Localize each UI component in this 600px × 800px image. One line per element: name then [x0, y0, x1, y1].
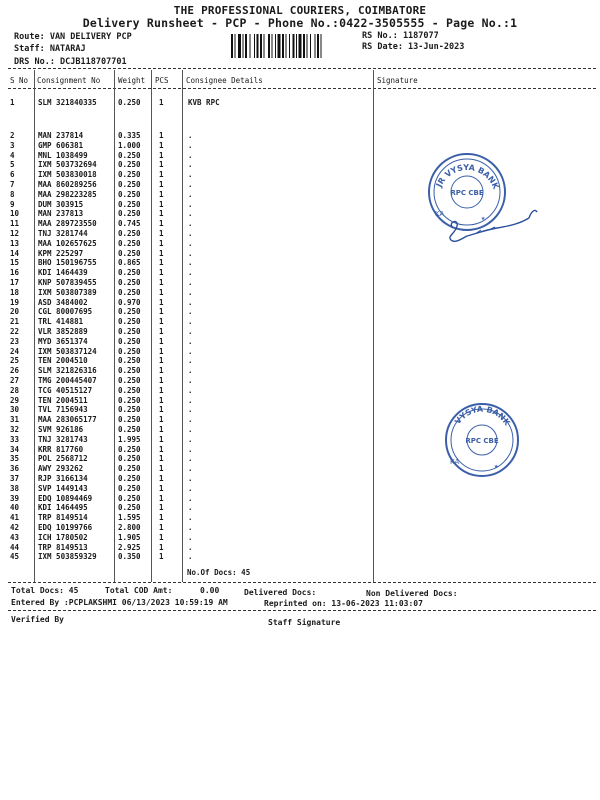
row-consignment-no: KDI 1464495 — [38, 503, 88, 513]
row-consignment-no: IXM 503837124 — [38, 346, 97, 356]
row-consignee: . — [188, 376, 193, 385]
row-pcs: 1 — [159, 523, 164, 532]
row-consignee: . — [188, 248, 193, 258]
row-consignment-no: POL 2568712 — [38, 454, 88, 464]
row-consignee: . — [188, 307, 193, 317]
row-weight: 0.250 — [118, 366, 141, 376]
row-consignee: . — [188, 503, 193, 513]
row-weight: 0.970 — [118, 297, 141, 307]
row-pcs: 1 — [159, 297, 164, 307]
row-weight: 0.250 — [118, 493, 141, 503]
row-pcs: 1 — [159, 98, 164, 107]
row-weight: 0.250 — [118, 307, 141, 317]
row-pcs: 1 — [159, 503, 164, 513]
row-pcs: 1 — [159, 385, 164, 395]
row-sno: 15 — [10, 258, 20, 268]
row-consignee: . — [188, 258, 193, 268]
row-sno: 32 — [10, 425, 20, 434]
entered-by: Entered By :PCPLAKSHMI 06/13/2023 10:59:19 AM — [11, 598, 228, 607]
row-weight: 0.250 — [118, 248, 141, 258]
runsheet-subtitle: Delivery Runsheet - PCP - Phone No.:0422-3505555 - Page No.:1 — [82, 16, 518, 30]
row-consignment-no: MAN 237814 — [38, 131, 84, 140]
row-consignee: . — [188, 385, 193, 395]
table-row — [0, 307, 600, 317]
row-sno: 16 — [10, 268, 20, 278]
row-pcs: 1 — [159, 542, 164, 552]
row-consignee: . — [188, 140, 193, 150]
row-consignee: . — [188, 415, 193, 425]
row-consignment-no: GMP 606381 — [38, 140, 84, 150]
row-consignee: . — [188, 474, 193, 483]
row-weight: 0.250 — [118, 170, 141, 180]
row-weight: 0.250 — [118, 376, 141, 385]
row-pcs: 1 — [159, 248, 164, 258]
row-pcs: 1 — [159, 454, 164, 464]
row-pcs: 1 — [159, 317, 164, 327]
row-consignment-no: TNJ 3281744 — [38, 229, 88, 238]
row-consignment-no: SVP 1449143 — [38, 483, 88, 493]
row-pcs: 1 — [159, 278, 164, 287]
row-consignment-no: MAA 860289256 — [38, 180, 97, 189]
row-pcs: 1 — [159, 180, 164, 189]
row-sno: 2 — [10, 131, 15, 140]
table-row — [0, 249, 600, 259]
table-row — [0, 180, 600, 190]
svg-text:★: ★ — [481, 214, 486, 222]
row-consignee: . — [188, 327, 193, 336]
row-sno: 8 — [10, 189, 15, 199]
row-consignment-no: MYD 3651374 — [38, 336, 88, 346]
row-consignee: . — [188, 454, 193, 464]
row-weight: 0.865 — [118, 258, 141, 268]
non-delivered-docs: Non Delivered Docs: — [366, 589, 458, 598]
row-sno: 37 — [10, 474, 20, 483]
verified-by: Verified By — [11, 615, 64, 624]
row-consignee: . — [188, 238, 193, 248]
row-sno: 9 — [10, 199, 15, 209]
row-consignment-no: MAA 102657625 — [38, 238, 97, 248]
row-pcs: 1 — [159, 415, 164, 425]
row-pcs: 1 — [159, 552, 164, 562]
row-consignee: . — [188, 297, 193, 307]
row-consignee: . — [188, 199, 193, 209]
reprinted-on: Reprinted on: 13-06-2023 11:03:07 — [264, 599, 423, 608]
table-row — [0, 376, 600, 386]
row-pcs: 1 — [159, 170, 164, 180]
row-consignment-no: MAN 237813 — [38, 209, 84, 219]
row-sno: 13 — [10, 238, 20, 248]
row-consignee: KVB RPC — [188, 98, 220, 107]
row-weight: 0.250 — [118, 464, 141, 474]
stamp-1-center: RPC CBE — [450, 189, 484, 197]
row-consignee: . — [188, 346, 193, 356]
row-weight: 0.250 — [118, 199, 141, 209]
row-consignee: . — [188, 317, 193, 327]
table-row — [0, 543, 600, 553]
row-weight: 0.250 — [118, 385, 141, 395]
row-consignee: . — [188, 209, 193, 219]
table-row — [0, 141, 600, 151]
row-sno: 25 — [10, 356, 20, 366]
row-sno: 3 — [10, 140, 15, 150]
table-row — [0, 131, 600, 141]
handwritten-signature — [445, 200, 545, 250]
row-sno: 39 — [10, 493, 20, 503]
row-consignee: . — [188, 523, 193, 532]
row-pcs: 1 — [159, 376, 164, 385]
row-consignment-no: VLR 3852889 — [38, 327, 88, 336]
table-row — [0, 523, 600, 533]
row-consignment-no: EDQ 10199766 — [38, 523, 93, 532]
row-sno: 28 — [10, 385, 20, 395]
row-pcs: 1 — [159, 307, 164, 317]
row-weight: 0.250 — [118, 454, 141, 464]
row-sno: 45 — [10, 552, 20, 562]
row-sno: 38 — [10, 483, 20, 493]
row-consignee: . — [188, 160, 193, 170]
row-sno: 44 — [10, 542, 20, 552]
row-weight: 1.995 — [118, 434, 141, 444]
col-sno-header: S No — [10, 76, 29, 85]
row-sno: 12 — [10, 229, 20, 238]
row-sno: 17 — [10, 278, 20, 287]
table-row — [0, 503, 600, 513]
bank-stamp-2 — [442, 400, 522, 480]
row-weight: 0.250 — [118, 444, 141, 454]
row-consignment-no: SLM 321826316 — [38, 366, 97, 376]
drs-number: DRS No.: DCJB118707701 — [14, 57, 127, 67]
row-consignment-no: IXM 503732694 — [38, 160, 97, 170]
row-sno: 35 — [10, 454, 20, 464]
row-pcs: 1 — [159, 395, 164, 405]
row-sno: 5 — [10, 160, 15, 170]
row-consignee: . — [188, 532, 193, 542]
row-consignment-no: IXM 503830018 — [38, 170, 97, 180]
total-cod-value: 0.00 — [200, 586, 220, 595]
row-pcs: 1 — [159, 238, 164, 248]
row-consignment-no: KPM 225297 — [38, 248, 84, 258]
row-consignment-no: TEN 2004510 — [38, 356, 88, 366]
row-weight: 0.250 — [118, 180, 141, 189]
col-weight-header: Weight — [118, 76, 146, 85]
route-label: Route: VAN DELIVERY PCP — [14, 32, 132, 42]
row-consignment-no: TRP 8149513 — [38, 542, 88, 552]
row-pcs: 1 — [159, 356, 164, 366]
row-consignee: . — [188, 425, 193, 434]
row-sno: 23 — [10, 336, 20, 346]
row-sno: 1 — [10, 98, 15, 107]
row-consignment-no: ASD 3484002 — [38, 297, 88, 307]
row-consignee: . — [188, 268, 193, 278]
row-consignment-no: TRP 8149514 — [38, 513, 88, 523]
row-consignment-no: DUM 303915 — [38, 199, 84, 209]
row-pcs: 1 — [159, 474, 164, 483]
row-weight: 0.250 — [118, 189, 141, 199]
svg-text:★: ★ — [494, 462, 499, 470]
row-weight: 0.250 — [118, 405, 141, 415]
row-sno: 22 — [10, 327, 20, 336]
row-pcs: 1 — [159, 483, 164, 493]
row-sno: 11 — [10, 219, 20, 229]
table-row — [0, 366, 600, 376]
row-weight: 0.250 — [118, 395, 141, 405]
row-sno: 10 — [10, 209, 20, 219]
row-consignment-no: EDQ 10894469 — [38, 493, 93, 503]
row-consignee: . — [188, 278, 193, 287]
row-consignment-no: KRR 817760 — [38, 444, 84, 454]
row-sno: 4 — [10, 150, 15, 160]
row-sno: 20 — [10, 307, 20, 317]
row-consignment-no: MAA 283065177 — [38, 415, 97, 425]
row-pcs: 1 — [159, 532, 164, 542]
row-consignment-no: SLM 321840335 — [38, 98, 97, 107]
table-row — [0, 278, 600, 288]
row-consignee: . — [188, 356, 193, 366]
stamp-2-bank-name: VYSYA BANK — [453, 404, 512, 428]
row-consignee: . — [188, 434, 193, 444]
row-sno: 27 — [10, 376, 20, 385]
row-consignee: . — [188, 493, 193, 503]
row-consignee: . — [188, 229, 193, 238]
row-consignment-no: MAA 289723550 — [38, 219, 97, 229]
row-consignment-no: RJP 3166134 — [38, 474, 88, 483]
row-pcs: 1 — [159, 405, 164, 415]
row-sno: 33 — [10, 434, 20, 444]
row-pcs: 1 — [159, 199, 164, 209]
table-row — [0, 190, 600, 200]
row-pcs: 1 — [159, 131, 164, 140]
row-weight: 0.250 — [118, 287, 141, 297]
row-pcs: 1 — [159, 160, 164, 170]
row-weight: 0.250 — [118, 238, 141, 248]
row-weight: 0.250 — [118, 356, 141, 366]
staff-label: Staff: NATARAJ — [14, 44, 86, 54]
row-weight: 0.250 — [118, 346, 141, 356]
table-row — [0, 98, 600, 108]
row-weight: 1.905 — [118, 532, 141, 542]
table-row — [0, 151, 600, 161]
row-weight: 0.250 — [118, 160, 141, 170]
row-weight: 0.250 — [118, 503, 141, 513]
row-pcs: 1 — [159, 268, 164, 278]
row-pcs: 1 — [159, 493, 164, 503]
staff-signature: Staff Signature — [268, 618, 341, 627]
row-pcs: 1 — [159, 513, 164, 523]
row-consignment-no: MAA 298223285 — [38, 189, 97, 199]
row-weight: 0.250 — [118, 327, 141, 336]
table-row — [0, 298, 600, 308]
row-pcs: 1 — [159, 464, 164, 474]
row-sno: 36 — [10, 464, 20, 474]
table-row — [0, 160, 600, 170]
row-sno: 42 — [10, 523, 20, 532]
table-row — [0, 552, 600, 562]
row-consignee: . — [188, 219, 193, 229]
row-pcs: 1 — [159, 140, 164, 150]
table-row — [0, 356, 600, 366]
footer-divider-2 — [8, 610, 596, 611]
row-consignee: . — [188, 131, 193, 140]
row-weight: 0.335 — [118, 131, 141, 140]
row-weight: 0.250 — [118, 415, 141, 425]
row-consignee: . — [188, 189, 193, 199]
row-consignee: . — [188, 180, 193, 189]
rs-number: RS No.: 1187077 — [362, 31, 439, 41]
row-weight: 0.250 — [118, 150, 141, 160]
row-sno: 18 — [10, 287, 20, 297]
table-row — [0, 327, 600, 337]
table-row — [0, 288, 600, 298]
table-row — [0, 317, 600, 327]
row-consignee: . — [188, 464, 193, 474]
row-sno: 24 — [10, 346, 20, 356]
row-sno: 19 — [10, 297, 20, 307]
row-weight: 0.250 — [118, 336, 141, 346]
row-pcs: 1 — [159, 150, 164, 160]
table-row — [0, 513, 600, 523]
col-consignee-header: Consignee Details — [186, 76, 263, 85]
row-weight: 2.925 — [118, 542, 141, 552]
row-consignment-no: KNP 507839455 — [38, 278, 97, 287]
row-pcs: 1 — [159, 327, 164, 336]
stamp-2-center: RPC CBE — [465, 437, 499, 445]
row-consignee: . — [188, 513, 193, 523]
row-consignment-no: TRL 414881 — [38, 317, 84, 327]
col-signature-header: Signature — [377, 76, 418, 85]
row-consignee: . — [188, 444, 193, 454]
total-docs: Total Docs: 45 — [11, 586, 79, 595]
row-weight: 0.250 — [118, 483, 141, 493]
row-consignee: . — [188, 287, 193, 297]
svg-text:JR VYSYA BANK — [434, 163, 501, 191]
row-weight: 0.250 — [118, 229, 141, 238]
row-consignee: . — [188, 483, 193, 493]
row-sno: 7 — [10, 180, 15, 189]
barcode — [231, 34, 355, 58]
row-weight: 0.250 — [118, 209, 141, 219]
stamp-1-bank-name: JR VYSYA BANK — [434, 162, 501, 191]
row-consignment-no: TEN 2004511 — [38, 395, 88, 405]
stamp-1-side: KA — [435, 210, 445, 218]
row-consignee: . — [188, 366, 193, 376]
row-pcs: 1 — [159, 258, 164, 268]
row-sno: 30 — [10, 405, 20, 415]
stamp-2-side: KA — [450, 458, 460, 466]
row-sno: 31 — [10, 415, 20, 425]
row-weight: 0.745 — [118, 219, 141, 229]
no-of-docs: No.Of Docs: 45 — [187, 568, 251, 577]
row-weight: 0.250 — [118, 278, 141, 287]
row-sno: 40 — [10, 503, 20, 513]
row-consignment-no: AWY 293262 — [38, 464, 84, 474]
header-divider — [8, 68, 596, 69]
row-weight: 0.350 — [118, 552, 141, 562]
row-pcs: 1 — [159, 209, 164, 219]
row-pcs: 1 — [159, 229, 164, 238]
col-pcs-header: PCS — [155, 76, 169, 85]
table-row — [0, 386, 600, 396]
row-weight: 1.595 — [118, 513, 141, 523]
table-row — [0, 494, 600, 504]
table-row — [0, 484, 600, 494]
row-pcs: 1 — [159, 219, 164, 229]
row-consignment-no: ICH 1780502 — [38, 532, 88, 542]
row-pcs: 1 — [159, 287, 164, 297]
row-sno: 41 — [10, 513, 20, 523]
row-weight: 0.250 — [118, 268, 141, 278]
row-consignment-no: TMG 200445407 — [38, 376, 97, 385]
col-consignment-header: Consignment No — [37, 76, 101, 85]
row-consignee: . — [188, 405, 193, 415]
row-pcs: 1 — [159, 425, 164, 434]
row-consignment-no: TVL 7156943 — [38, 405, 88, 415]
row-consignee: . — [188, 170, 193, 180]
rs-date: RS Date: 13-Jun-2023 — [362, 42, 465, 52]
row-consignment-no: TCG 40515127 — [38, 385, 93, 395]
row-sno: 21 — [10, 317, 20, 327]
row-consignment-no: IXM 503807389 — [38, 287, 97, 297]
row-sno: 34 — [10, 444, 20, 454]
row-consignee: . — [188, 150, 193, 160]
row-pcs: 1 — [159, 336, 164, 346]
row-consignment-no: TNJ 3281743 — [38, 434, 88, 444]
table-row — [0, 337, 600, 347]
row-pcs: 1 — [159, 189, 164, 199]
row-sno: 29 — [10, 395, 20, 405]
table-row — [0, 258, 600, 268]
table-row — [0, 533, 600, 543]
row-weight: 0.250 — [118, 317, 141, 327]
row-pcs: 1 — [159, 346, 164, 356]
footer-divider — [8, 582, 596, 583]
company-title: THE PROFESSIONAL COURIERS, COIMBATORE — [173, 4, 427, 17]
row-consignee: . — [188, 552, 193, 562]
row-weight: 0.250 — [118, 474, 141, 483]
row-sno: 6 — [10, 170, 15, 180]
row-weight: 2.800 — [118, 523, 141, 532]
row-consignee: . — [188, 395, 193, 405]
row-sno: 43 — [10, 532, 20, 542]
table-row — [0, 268, 600, 278]
row-consignment-no: SVM 926186 — [38, 425, 84, 434]
total-cod-label: Total COD Amt: — [105, 586, 173, 595]
row-weight: 1.000 — [118, 140, 141, 150]
delivered-docs: Delivered Docs: — [244, 588, 317, 597]
row-weight: 0.250 — [118, 98, 141, 107]
row-pcs: 1 — [159, 434, 164, 444]
row-sno: 26 — [10, 366, 20, 376]
row-consignee: . — [188, 542, 193, 552]
svg-text:VYSYA BANK — [453, 405, 512, 428]
row-pcs: 1 — [159, 444, 164, 454]
row-sno: 14 — [10, 248, 20, 258]
row-consignment-no: CGL 80007695 — [38, 307, 93, 317]
table-row — [0, 170, 600, 180]
row-pcs: 1 — [159, 366, 164, 376]
row-consignment-no: KDI 1464439 — [38, 268, 88, 278]
row-consignee: . — [188, 336, 193, 346]
row-consignment-no: IXM 503859329 — [38, 552, 97, 562]
table-header-divider — [8, 88, 596, 89]
table-row — [0, 347, 600, 357]
row-consignment-no: MNL 1038499 — [38, 150, 88, 160]
row-consignment-no: BHO 150196755 — [38, 258, 97, 268]
row-weight: 0.250 — [118, 425, 141, 434]
